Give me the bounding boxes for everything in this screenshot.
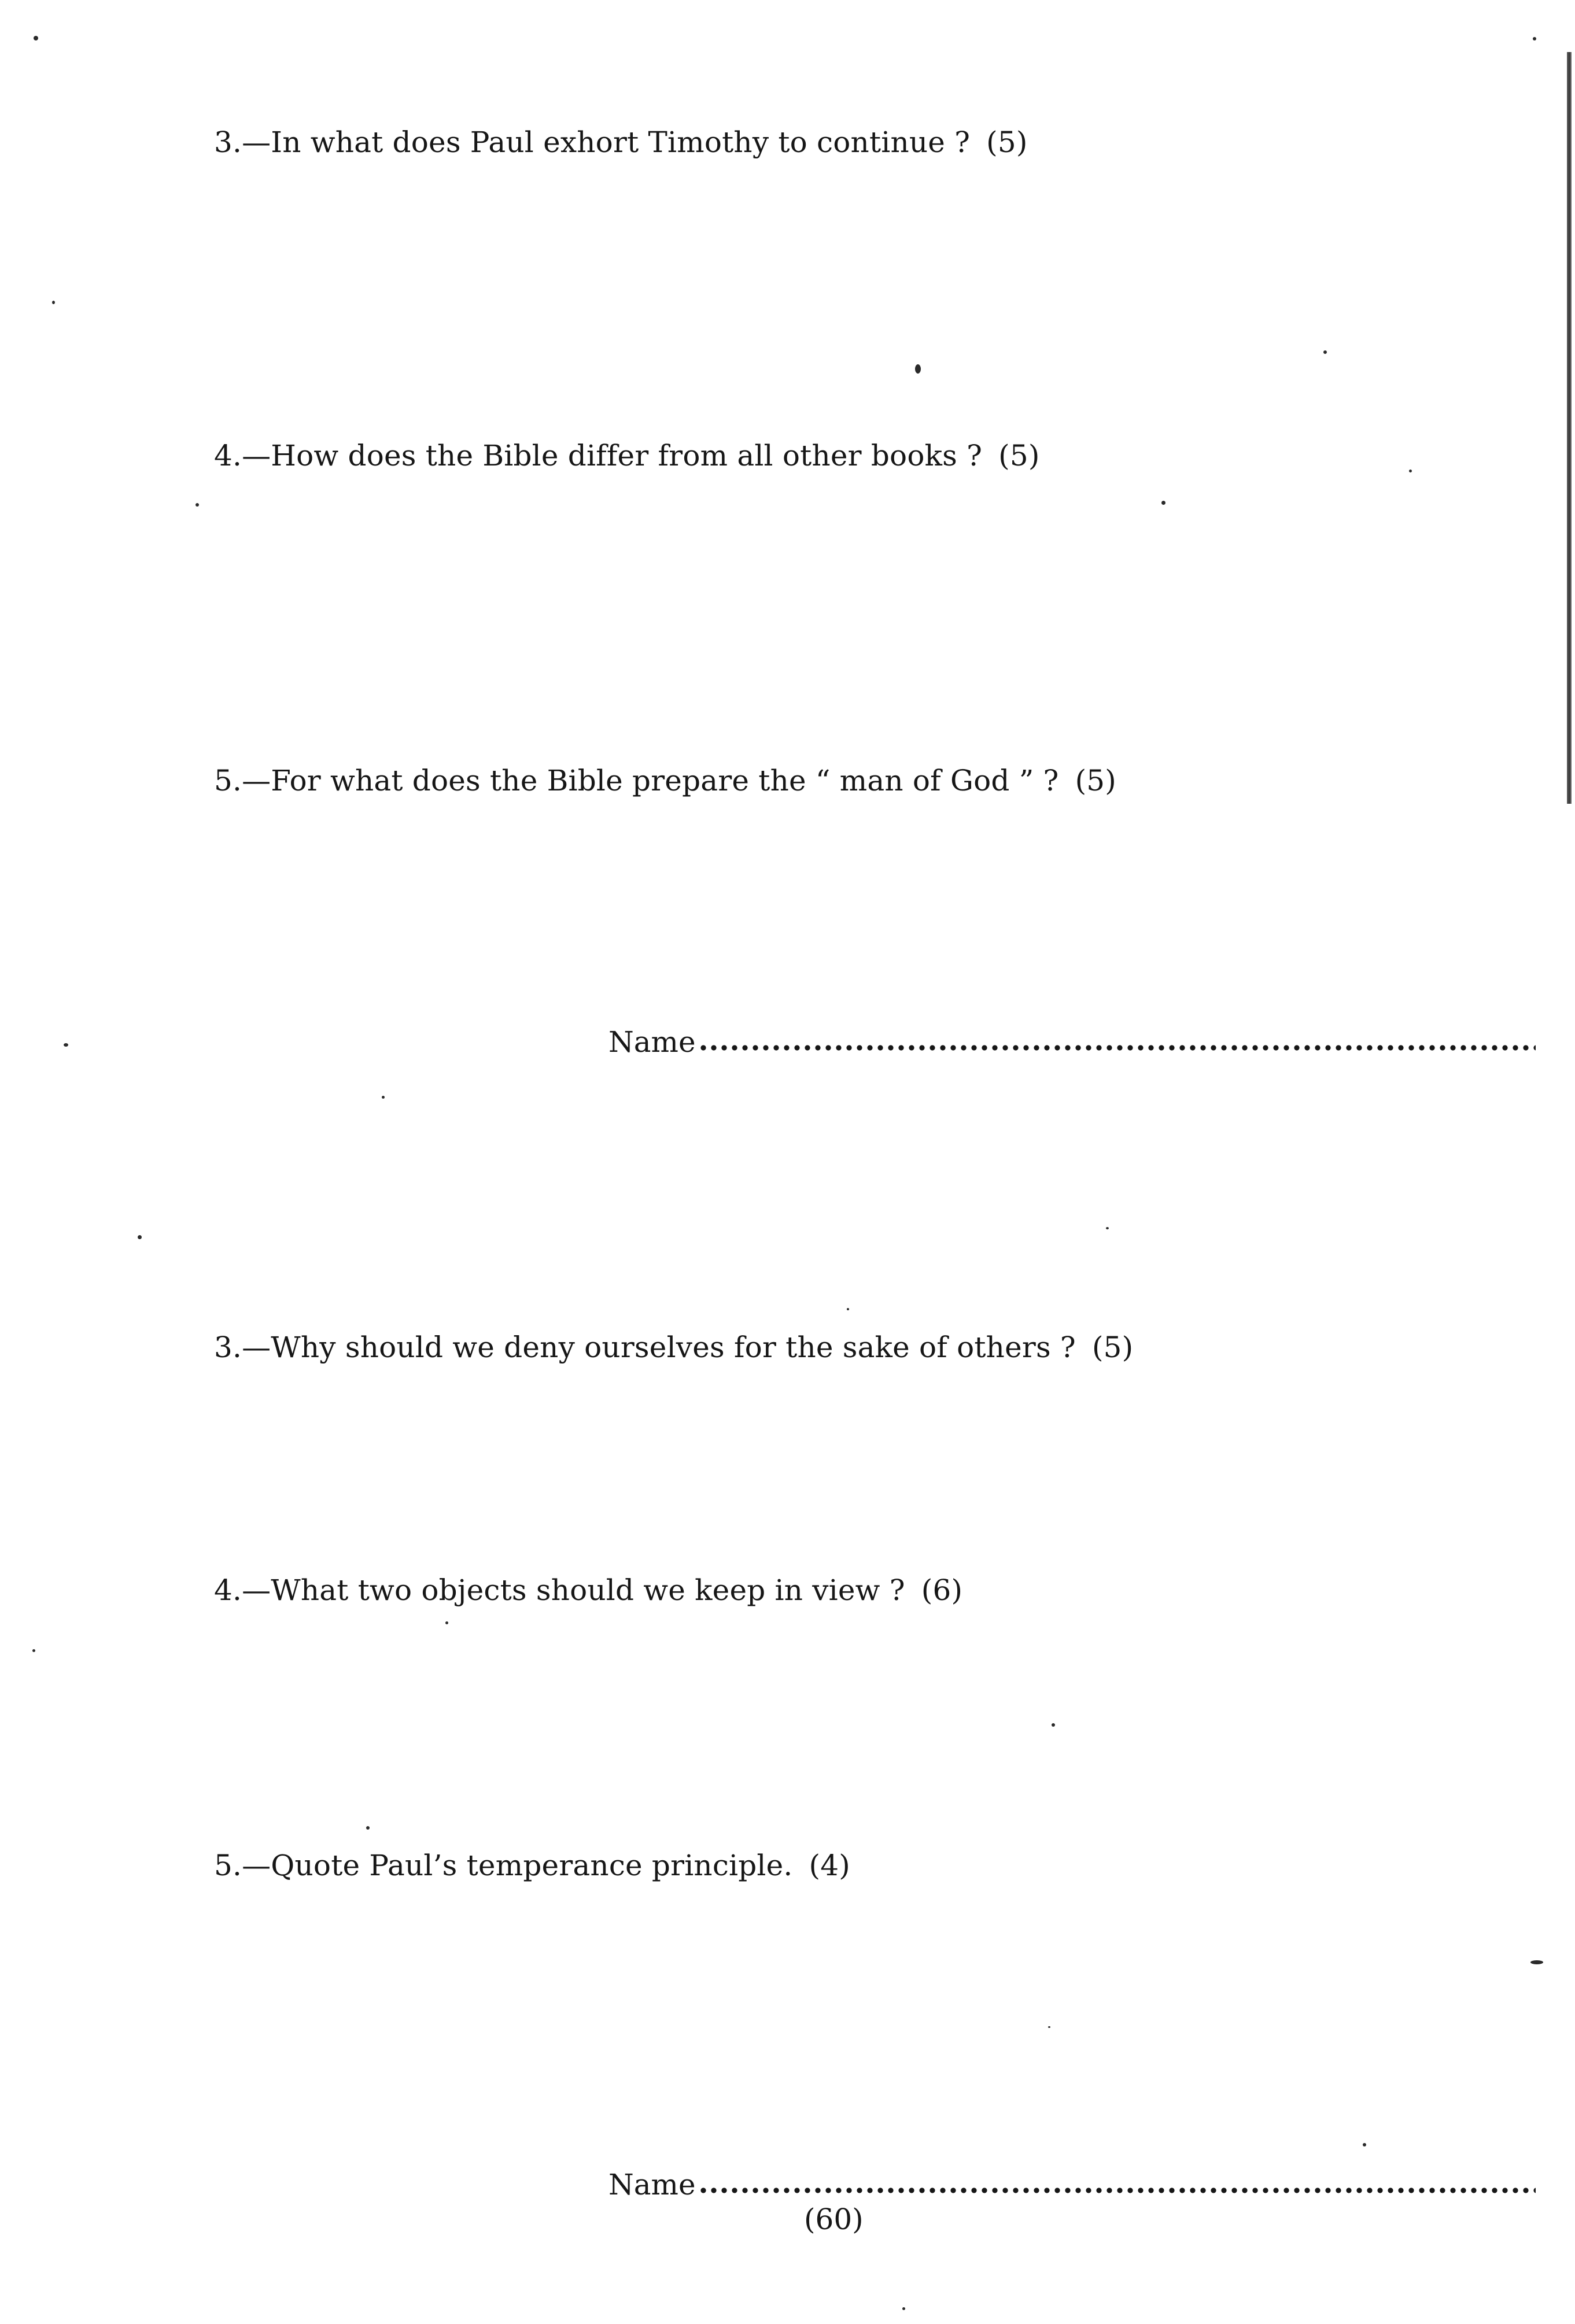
question-text: 3.—In what does Paul exhort Timothy to continue ? [214, 125, 971, 159]
scan-speck [34, 36, 38, 40]
question-text: 4.—How does the Bible differ from all other books ? [214, 439, 983, 472]
scan-speck [382, 1096, 385, 1099]
scan-speck [915, 364, 921, 374]
question-text: 3.—Why should we deny ourselves for the sake of others ? [214, 1331, 1076, 1364]
page-number: (60) [804, 2203, 864, 2236]
question-marks: (5) [986, 125, 1028, 159]
question-marks: (5) [1091, 1331, 1134, 1364]
scan-speck [1530, 1960, 1543, 1964]
name-label: Name [608, 1025, 696, 1059]
scan-speck [64, 1043, 68, 1047]
question-2-5 [214, 1848, 850, 1883]
scan-speck [445, 1621, 448, 1624]
scan-speck [138, 1235, 142, 1239]
scan-speck [1052, 1723, 1055, 1727]
scan-speck [1323, 350, 1327, 354]
question-2-3 [214, 1330, 1133, 1365]
scan-speck [366, 1826, 370, 1830]
question-text: 5.—For what does the Bible prepare the “ man of God ” ? [214, 764, 1059, 797]
scan-speck [52, 301, 55, 304]
question-text: 4.—What two objects should we keep in view ? [214, 1573, 905, 1607]
scan-speck [1106, 1227, 1109, 1229]
scan-speck [32, 1649, 35, 1652]
question-marks: (6) [921, 1573, 963, 1607]
scan-speck [1048, 2026, 1050, 2028]
question-marks: (5) [1075, 764, 1116, 797]
question-1-4 [214, 438, 1040, 473]
scan-speck [1363, 2143, 1366, 2146]
scan-speck [902, 2307, 905, 2310]
scan-speck [1533, 37, 1536, 40]
question-marks: (4) [809, 1849, 850, 1882]
question-1-3 [214, 125, 1028, 160]
name-field-1 [608, 1025, 1536, 1059]
question-1-5 [214, 763, 1116, 798]
question-text: 5.—Quote Paul’s temperance principle. [214, 1849, 793, 1882]
name-field-2 [608, 2167, 1536, 2202]
question-marks: (5) [998, 439, 1040, 472]
question-2-4 [214, 1573, 962, 1608]
scan-speck [847, 1308, 849, 1310]
name-dotted-line [698, 2186, 1536, 2194]
scan-speck [1409, 470, 1412, 472]
scan-speck [1161, 501, 1165, 505]
scan-edge-shadow [1567, 52, 1572, 804]
name-label: Name [608, 2168, 696, 2201]
name-dotted-line [698, 1044, 1536, 1052]
scan-speck [196, 503, 199, 507]
